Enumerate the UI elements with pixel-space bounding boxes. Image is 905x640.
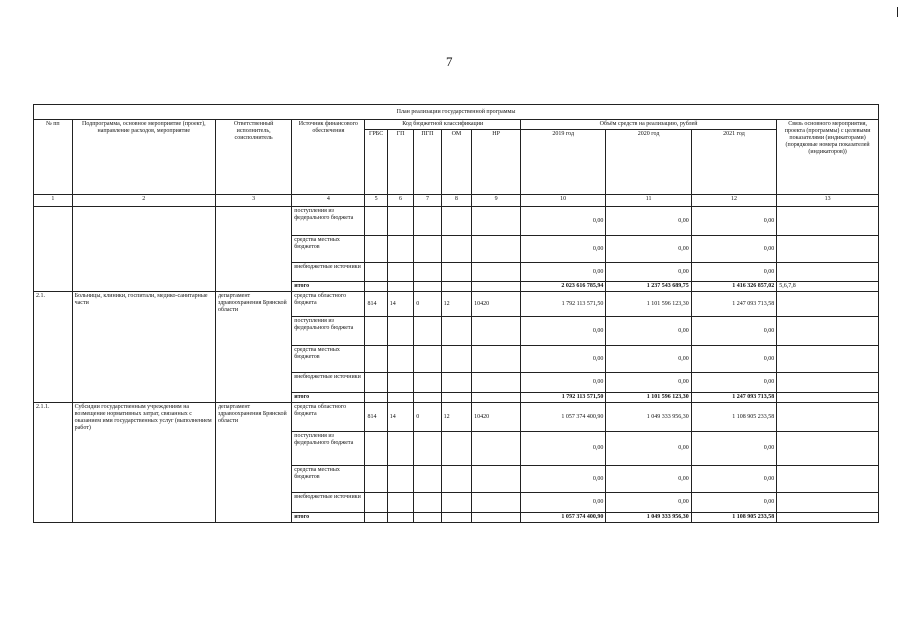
column-number: 1 xyxy=(34,195,73,207)
code-gp xyxy=(387,346,413,373)
funding-source: поступления из федерального бюджета xyxy=(292,207,365,236)
amount-y2019: 0,00 xyxy=(520,236,605,263)
amount-y2021: 0,00 xyxy=(691,236,776,263)
amount-y2019: 0,00 xyxy=(520,373,605,393)
code-pgp xyxy=(414,317,441,346)
code-om xyxy=(441,282,472,292)
code-pgp: 0 xyxy=(414,403,441,432)
code-nr: 10420 xyxy=(472,403,521,432)
indicator-link xyxy=(777,373,879,393)
code-grbs xyxy=(365,466,387,493)
amount-y2020: 1 049 333 956,30 xyxy=(606,513,691,523)
code-nr xyxy=(472,263,521,282)
code-pgp xyxy=(414,432,441,466)
edge-mark xyxy=(897,7,898,17)
code-om xyxy=(441,207,472,236)
code-grbs: 814 xyxy=(365,292,387,317)
code-gp xyxy=(387,282,413,292)
executor: департамент здравоохранения Брянской области xyxy=(215,403,291,523)
amount-y2019: 2 023 616 785,94 xyxy=(520,282,605,292)
code-gp xyxy=(387,317,413,346)
amount-y2019: 1 792 113 571,50 xyxy=(520,292,605,317)
code-pgp: 0 xyxy=(414,292,441,317)
code-grbs xyxy=(365,282,387,292)
amount-y2021: 0,00 xyxy=(691,207,776,236)
amount-y2020: 0,00 xyxy=(606,346,691,373)
indicator-link xyxy=(777,403,879,432)
code-om xyxy=(441,346,472,373)
funding-source: средства областного бюджета xyxy=(292,403,365,432)
indicator-link xyxy=(777,393,879,403)
row-number: 2.1.1. xyxy=(34,403,73,523)
code-gp: 14 xyxy=(387,403,413,432)
code-grbs xyxy=(365,207,387,236)
amount-y2020: 0,00 xyxy=(606,317,691,346)
column-number: 8 xyxy=(441,195,472,207)
indicator-link: 5,6,7,8 xyxy=(777,282,879,292)
indicator-link xyxy=(777,513,879,523)
amount-y2021: 1 108 905 233,58 xyxy=(691,513,776,523)
amount-y2021: 0,00 xyxy=(691,346,776,373)
code-pgp xyxy=(414,466,441,493)
amount-y2021: 0,00 xyxy=(691,432,776,466)
column-number: 12 xyxy=(691,195,776,207)
amount-y2020: 1 101 596 123,30 xyxy=(606,292,691,317)
amount-y2020: 0,00 xyxy=(606,466,691,493)
header-2021: 2021 год xyxy=(691,130,776,195)
amount-y2021: 0,00 xyxy=(691,493,776,513)
measure-name xyxy=(72,207,215,292)
code-gp xyxy=(387,236,413,263)
code-nr xyxy=(472,207,521,236)
indicator-link xyxy=(777,317,879,346)
amount-y2021: 1 416 326 857,02 xyxy=(691,282,776,292)
column-number-row xyxy=(34,195,879,207)
amount-y2020: 0,00 xyxy=(606,263,691,282)
measure-name: Больницы, клиники, госпитали, медико-санитарные части xyxy=(72,292,215,403)
funding-source: итого xyxy=(292,393,365,403)
header-budget-code: Код бюджетной классификации xyxy=(365,120,521,130)
indicator-link xyxy=(777,493,879,513)
code-grbs xyxy=(365,263,387,282)
table-row xyxy=(34,292,879,317)
amount-y2019: 1 057 374 400,90 xyxy=(520,403,605,432)
funding-source: итого xyxy=(292,282,365,292)
executor: департамент здравоохранения Брянской области xyxy=(215,292,291,403)
header-source: Источник финансового обеспечения xyxy=(292,120,365,195)
table-row xyxy=(34,207,879,236)
amount-y2020: 1 049 333 956,30 xyxy=(606,403,691,432)
column-number: 6 xyxy=(387,195,413,207)
header-2019: 2019 год xyxy=(520,130,605,195)
amount-y2020: 0,00 xyxy=(606,207,691,236)
table-row xyxy=(34,403,879,432)
code-nr xyxy=(472,513,521,523)
amount-y2021: 1 247 093 713,58 xyxy=(691,393,776,403)
code-om xyxy=(441,263,472,282)
amount-y2020: 0,00 xyxy=(606,236,691,263)
header-executor: Ответственный исполнитель, соисполнитель xyxy=(215,120,291,195)
code-gp xyxy=(387,373,413,393)
code-pgp xyxy=(414,493,441,513)
code-pgp xyxy=(414,513,441,523)
funding-source: внебюджетные источники xyxy=(292,373,365,393)
code-nr xyxy=(472,466,521,493)
code-om xyxy=(441,317,472,346)
indicator-link xyxy=(777,346,879,373)
code-pgp xyxy=(414,207,441,236)
code-grbs xyxy=(365,346,387,373)
amount-y2021: 0,00 xyxy=(691,317,776,346)
code-grbs xyxy=(365,373,387,393)
amount-y2021: 1 247 093 713,58 xyxy=(691,292,776,317)
code-gp xyxy=(387,207,413,236)
code-nr xyxy=(472,346,521,373)
code-nr xyxy=(472,432,521,466)
code-om xyxy=(441,466,472,493)
funding-source: средства областного бюджета xyxy=(292,292,365,317)
header-2020: 2020 год xyxy=(606,130,691,195)
plan-table xyxy=(33,104,879,523)
indicator-link xyxy=(777,432,879,466)
header-pgp: ПГП xyxy=(414,130,441,195)
amount-y2019: 0,00 xyxy=(520,432,605,466)
column-number: 4 xyxy=(292,195,365,207)
code-om xyxy=(441,493,472,513)
code-om xyxy=(441,513,472,523)
column-number: 11 xyxy=(606,195,691,207)
row-number: 2.1. xyxy=(34,292,73,403)
column-number: 7 xyxy=(414,195,441,207)
code-om: 12 xyxy=(441,292,472,317)
funding-source: поступления из федерального бюджета xyxy=(292,317,365,346)
header-nr: НР xyxy=(472,130,521,195)
funding-source: поступления из федерального бюджета xyxy=(292,432,365,466)
executor xyxy=(215,207,291,292)
funding-source: внебюджетные источники xyxy=(292,263,365,282)
header-gp: ГП xyxy=(387,130,413,195)
code-grbs xyxy=(365,317,387,346)
header-subprogram: Подпрограмма, основное мероприятие (проект), направление расходов, мероприятие xyxy=(72,120,215,195)
code-grbs xyxy=(365,493,387,513)
amount-y2021: 0,00 xyxy=(691,263,776,282)
code-om xyxy=(441,236,472,263)
table-title: План реализации государственной программы xyxy=(34,105,879,120)
code-gp xyxy=(387,393,413,403)
amount-y2019: 0,00 xyxy=(520,317,605,346)
code-gp xyxy=(387,432,413,466)
code-nr xyxy=(472,236,521,263)
code-gp xyxy=(387,493,413,513)
code-grbs xyxy=(365,236,387,263)
row-number xyxy=(34,207,73,292)
code-pgp xyxy=(414,373,441,393)
measure-name: Субсидии государственным учреждениям на возмещение нормативных затрат, связанных с оказанием ими государственных услуг (выполнением работ) xyxy=(72,403,215,523)
code-pgp xyxy=(414,263,441,282)
amount-y2019: 0,00 xyxy=(520,207,605,236)
amount-y2019: 1 792 113 571,50 xyxy=(520,393,605,403)
funding-source: средства местных бюджетов xyxy=(292,466,365,493)
amount-y2020: 0,00 xyxy=(606,373,691,393)
code-gp xyxy=(387,263,413,282)
header-funding: Объём средств на реализацию, рублей xyxy=(520,120,776,130)
header-grbs: ГРБС xyxy=(365,130,387,195)
code-pgp xyxy=(414,393,441,403)
amount-y2021: 0,00 xyxy=(691,373,776,393)
code-grbs xyxy=(365,432,387,466)
amount-y2021: 1 108 905 233,58 xyxy=(691,403,776,432)
code-grbs xyxy=(365,393,387,403)
code-gp xyxy=(387,513,413,523)
amount-y2020: 1 101 596 123,30 xyxy=(606,393,691,403)
column-number: 10 xyxy=(520,195,605,207)
funding-source: средства местных бюджетов xyxy=(292,346,365,373)
code-nr xyxy=(472,373,521,393)
amount-y2019: 1 057 374 400,90 xyxy=(520,513,605,523)
code-pgp xyxy=(414,346,441,373)
code-pgp xyxy=(414,236,441,263)
code-nr: 10420 xyxy=(472,292,521,317)
header-num: № пп xyxy=(34,120,73,195)
column-number: 9 xyxy=(472,195,521,207)
column-number: 3 xyxy=(215,195,291,207)
amount-y2019: 0,00 xyxy=(520,346,605,373)
amount-y2019: 0,00 xyxy=(520,263,605,282)
page-number: 7 xyxy=(446,54,453,69)
indicator-link xyxy=(777,292,879,317)
code-nr xyxy=(472,282,521,292)
amount-y2019: 0,00 xyxy=(520,493,605,513)
code-gp: 14 xyxy=(387,292,413,317)
column-number: 2 xyxy=(72,195,215,207)
funding-source: итого xyxy=(292,513,365,523)
code-nr xyxy=(472,393,521,403)
column-number: 13 xyxy=(777,195,879,207)
code-om xyxy=(441,432,472,466)
indicator-link xyxy=(777,236,879,263)
code-om xyxy=(441,373,472,393)
amount-y2019: 0,00 xyxy=(520,466,605,493)
indicator-link xyxy=(777,466,879,493)
indicator-link xyxy=(777,263,879,282)
amount-y2020: 0,00 xyxy=(606,493,691,513)
code-nr xyxy=(472,317,521,346)
column-number: 5 xyxy=(365,195,387,207)
indicator-link xyxy=(777,207,879,236)
code-grbs: 814 xyxy=(365,403,387,432)
code-pgp xyxy=(414,282,441,292)
amount-y2020: 1 237 543 689,75 xyxy=(606,282,691,292)
code-om: 12 xyxy=(441,403,472,432)
header-om: ОМ xyxy=(441,130,472,195)
header-link: Связь основного мероприятия, проекта (программы) с целевыми показателями (индикаторами) (порядковые номера показателей (индикаторов)) xyxy=(777,120,879,195)
amount-y2021: 0,00 xyxy=(691,466,776,493)
code-gp xyxy=(387,466,413,493)
amount-y2020: 0,00 xyxy=(606,432,691,466)
funding-source: внебюджетные источники xyxy=(292,493,365,513)
code-nr xyxy=(472,493,521,513)
code-om xyxy=(441,393,472,403)
code-grbs xyxy=(365,513,387,523)
funding-source: средства местных бюджетов xyxy=(292,236,365,263)
